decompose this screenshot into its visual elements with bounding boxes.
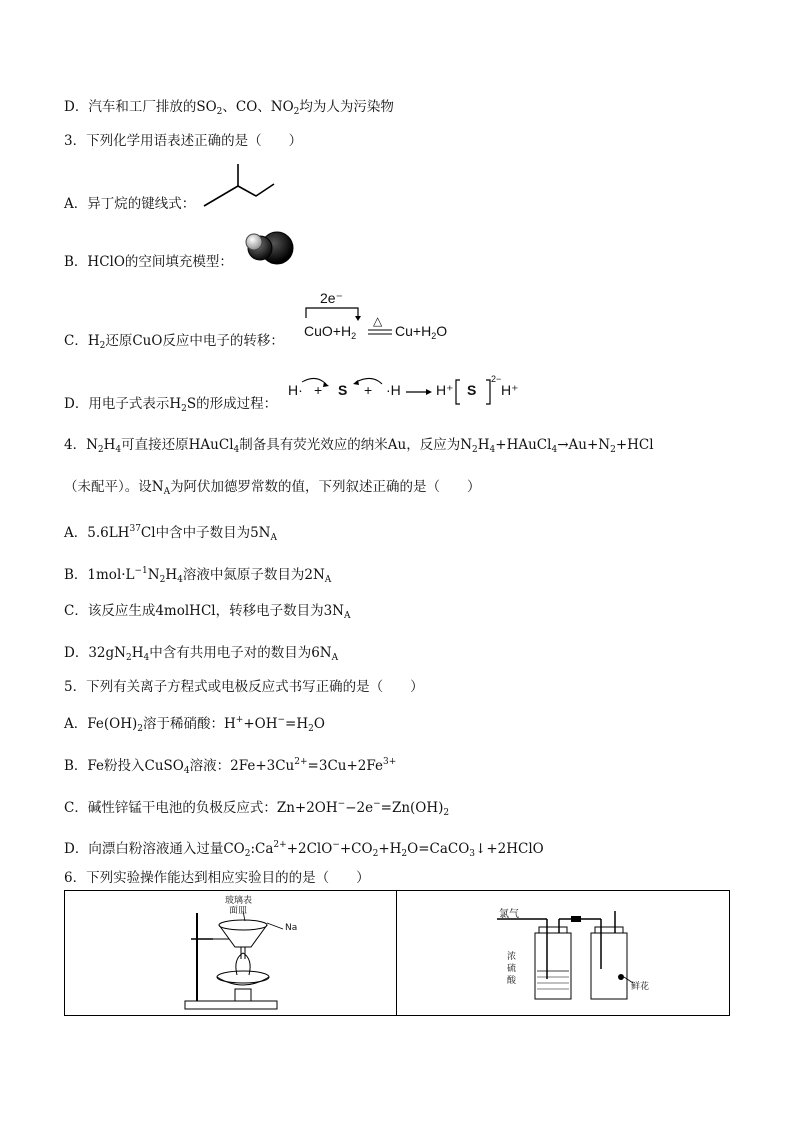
q3-option-b: B．HClO的空间填充模型：	[64, 254, 233, 270]
isobutane-skeletal-formula	[200, 162, 280, 210]
products: $Cu+H_2O$	[395, 323, 448, 341]
sodium-heating-apparatus: 玻璃表 面皿 Na	[183, 893, 303, 1011]
q4-option-c: C．该反应生成4molHCl，转移电子数目为$3N_A$	[64, 603, 351, 621]
electron-transfer-diagram	[300, 290, 452, 344]
q3-option-a: A．异丁烷的键线式：	[64, 196, 196, 212]
q5-option-c: C．碱性锌锰干电池的负极反应式：$Zn+2OH^--2e^-=Zn(OH)_2$	[64, 799, 450, 818]
q2-option-d: D．汽车和工厂排放的$SO_2$、CO、$NO_2$均为人为污染物	[64, 99, 394, 117]
q4-stem-line2: （未配平）。设$N_A$为阿伏加德罗常数的值，下列叙述正确的是（ ）	[64, 479, 481, 497]
q4-option-b: B．$1mol\cdot L^{-1}N_2H_4$溶液中氮原子数目为$2N_A$	[64, 566, 332, 585]
q4-option-a: A．5.6LH$^{37}$Cl中含中子数目为$5N_A$	[64, 524, 277, 543]
q5-option-a: A．$Fe(OH)_2$溶于稀硝酸：$H^++OH^-=H_2O$	[64, 715, 325, 734]
q4-stem-line1: 4．$N_2H_4$可直接还原HAuCl$_4$制备具有荧光效应的纳米Au，反应为$N_2H_4+HAuCl_4\to Au+N_2+HCl$	[64, 437, 654, 455]
hclo-space-filling-model	[240, 228, 300, 270]
electron-label: 2e⁻	[320, 290, 343, 306]
chlorine-drying-apparatus: 氯气 浓 硫 酸 鲜花	[495, 899, 655, 1007]
heat-symbol: △	[373, 314, 383, 328]
h2s-electron-formula: H· + S + ·H H⁺ S 2− H⁺	[286, 372, 526, 408]
table-divider	[396, 891, 397, 1015]
reactants: $CuO+H_2$	[304, 323, 357, 341]
q3-option-d: D．用电子式表示$H_2S$的形成过程：	[64, 396, 278, 414]
q5-option-b: B．Fe粉投入CuSO$_4$溶液：$2Fe+3Cu^{2+}=3Cu+2Fe^{3+}$	[64, 757, 397, 776]
q6-experiment-table	[64, 890, 730, 1016]
q3-option-c: C．$H_2$还原CuO反应中电子的转移：	[64, 333, 284, 351]
q6-stem: 6．下列实验操作能达到相应实验目的的是（ ）	[64, 870, 370, 886]
q4-option-d: D．$32gN_2H_4$中含有共用电子对的数目为$6N_A$	[64, 645, 339, 663]
q3-stem: 3．下列化学用语表述正确的是（ ）	[64, 133, 303, 149]
q5-stem: 5．下列有关离子方程式或电极反应式书写正确的是（ ）	[64, 679, 424, 695]
q5-option-d: D．向漂白粉溶液通入过量$CO_2:Ca^{2+}+2ClO^-+CO_2+H_2O=CaCO_3↓+2HClO$	[64, 840, 544, 859]
